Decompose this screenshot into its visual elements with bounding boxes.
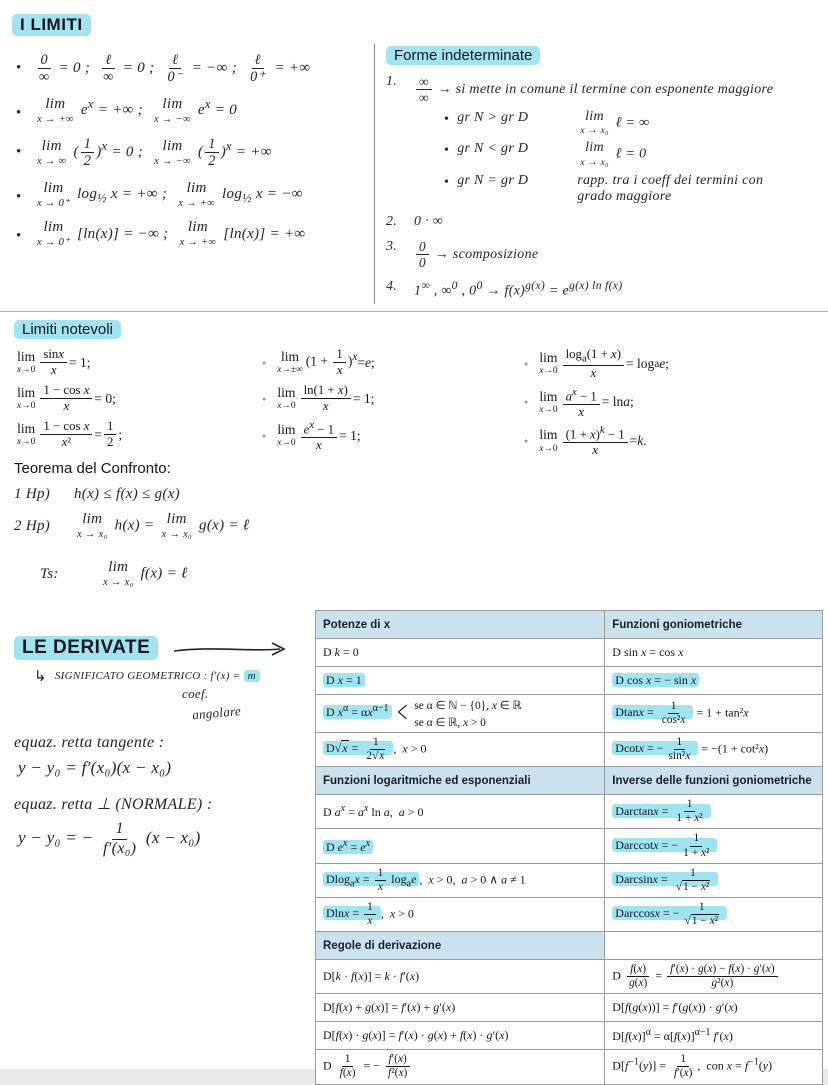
limit-row — [16, 97, 368, 125]
forme-item — [386, 214, 822, 230]
angolare-note: angolare — [191, 703, 242, 723]
forme-item — [386, 279, 822, 300]
table-row — [316, 960, 823, 994]
item-number: 3. — [386, 238, 398, 254]
forme-formula: 1∞ , ∞$^0$ , $0^0 \to f(x)^{g(x)} = e^{g(x) ln f(x)}$ — [414, 279, 623, 299]
table-cell: D $e^x = e^x$ — [316, 829, 605, 863]
hypothesis-formula: lim x → x₀ h(x) = lim x → x₀ g(x) = ℓ — [77, 511, 250, 540]
section-title-derivate: LE DERIVATE — [14, 636, 158, 660]
hypothesis-line — [14, 512, 434, 540]
table-header-cell: Funzioni logaritmiche ed esponenziali — [316, 767, 605, 795]
limit-formula: • lim x → 0⁺ [ln(x)] = −∞ ; lim x → +∞ [ln(x)] = +∞ — [37, 219, 306, 248]
table-cell: D√x = $\frac{1}{2√x}$ , x > 0 — [316, 733, 605, 767]
forme-sub-list — [444, 110, 822, 205]
table-cell: Darcsinx = $\frac{1}{\text{√1 − x²}}$ — [605, 863, 823, 897]
limit-row — [16, 181, 368, 209]
notevoli-column-3 — [524, 347, 812, 458]
table-row — [316, 695, 823, 733]
section-title-limiti: I LIMITI — [12, 14, 91, 36]
teorema-confronto-section — [14, 460, 434, 589]
degree-condition: • gr N = gr D — [457, 172, 529, 188]
forme-indeterminate-section — [386, 46, 822, 300]
table-header-cell: Potenze di x — [316, 611, 605, 639]
vertical-divider — [374, 44, 375, 304]
forme-item — [386, 74, 822, 106]
table-cell: Dcotx = − $\frac{1}{\text{sin²x}}$ = −(1 + cot²x) — [605, 733, 823, 767]
hypothesis-label: 1 Hp) — [14, 486, 51, 502]
table-cell: D $a^x = a^x$ ln a, a > 0 — [316, 795, 605, 829]
table-header-row — [316, 932, 823, 960]
limit-formula: • 0 ∞ = 0 ; ℓ ∞ = 0 ; ℓ 0⁻ = −∞ ; ℓ 0⁺ = +∞ — [39, 52, 311, 86]
table-cell: D x = 1 — [316, 667, 605, 695]
table-cell: D cos x = − sin x — [605, 667, 823, 695]
table-cell: D[k · f(x)] = k · f′(x) — [316, 960, 605, 994]
thesis-formula: lim x → x₀ f(x) = ℓ — [103, 559, 188, 588]
degree-condition: • gr N > gr D — [457, 109, 529, 125]
limit-row — [16, 136, 368, 170]
derivate-notes-section — [14, 636, 314, 858]
forme-item — [386, 239, 822, 271]
item-number: 1. — [386, 74, 398, 89]
limit-formula: • lim x → 0⁺ $\log_{\frac{1}{2}} x$ = +∞ ; lim x → +∞ $\log_{\frac{1}{2}} x$ = −∞ — [37, 179, 303, 209]
table-row — [316, 897, 823, 931]
thesis-line — [40, 560, 434, 588]
forme-formula: ∞ ∞ → si mette in comune il termine con esponente maggiore — [414, 74, 773, 106]
table-cell: D[f(x) + g(x)] = f′(x) + g′(x) — [316, 994, 605, 1022]
forme-sub-item — [444, 141, 822, 167]
table-cell: D[f(x) · g(x)] = f′(x) · g(x) + f(x) · g′(x) — [316, 1022, 605, 1050]
significato-geometrico-line — [34, 670, 314, 686]
item-number: 2. — [386, 213, 398, 229]
normal-line-label: equaz. retta ⊥ (NORMALE) : — [14, 796, 213, 813]
notable-limit: ● lim x→0 $(1 + x)^k - 1$ x = k . — [524, 424, 812, 458]
table-cell: Darccotx = − $\frac{1}{\text{1 + x²}}$ — [605, 829, 823, 863]
limiti-notevoli-section — [14, 320, 814, 458]
table-cell: $D[f^{-1}(y)]$ = $\frac{1}{f'(x)}$ , con $x = f^{-1}(y)$ — [605, 1050, 823, 1084]
table-header-row — [316, 611, 823, 639]
section-title-confronto: Teorema del Confronto: — [14, 460, 171, 477]
item-number: 4. — [386, 279, 398, 295]
table-row — [316, 667, 823, 695]
table-header-row — [316, 767, 823, 795]
table-row — [316, 1050, 823, 1084]
table-row — [316, 829, 823, 863]
table-row — [316, 639, 823, 667]
notable-limit: ● lim x→±∞ (1 + $\frac{1}{x}$ )$^x$ = e ; — [262, 347, 524, 378]
table-cell: D sin x = cos x — [605, 639, 823, 667]
notable-limit: lim x→0 sinx x = 1; — [17, 347, 91, 377]
limit-formula: • lim x → ∞ ( $\frac{1}{2}$ )$^x$ = 0 ; lim x → −∞ ( $\frac{1}{2}$ )$^x$ = +∞ — [37, 136, 272, 170]
table-cell: $D[f(x)]^\alpha = \alpha[f(x)]^{\alpha-1}$ f′(x) — [605, 1022, 823, 1050]
section-title-forme: Forme indeterminate — [386, 46, 540, 65]
table-header-cell: Funzioni goniometriche — [605, 611, 823, 639]
forme-sub-item — [444, 110, 822, 136]
table-cell: D k = 0 — [316, 639, 605, 667]
degree-condition: • gr N < gr D — [457, 141, 529, 157]
table-cell-empty — [605, 932, 823, 960]
notable-limit: ● lim x→0 $e^x - 1$ x = 1; — [262, 419, 524, 453]
table-cell: Dlnx = $\frac{1}{x}$ , x > 0 — [316, 897, 605, 931]
significato-text: SIGNIFICATO GEOMETRICO : f′(x) = m — [55, 670, 260, 682]
forme-formula: 0 · ∞ — [414, 213, 443, 229]
notable-limit: lim x→0 1 − cos x x = 0; — [17, 383, 116, 413]
table-cell: Darccosx = − $\frac{1}{\text{√1 − x²}}$ — [605, 897, 823, 931]
table-row — [316, 1022, 823, 1050]
degree-result: lim x → x₀ ℓ = ∞ — [580, 108, 650, 137]
horizontal-divider — [0, 311, 828, 312]
forme-sub-item — [444, 173, 822, 205]
table-cell: D $\frac{1}{f(x)}$ = − $\frac{f'(x)}{\text{f²(x)}}$ — [316, 1050, 605, 1084]
limit-row — [16, 52, 368, 86]
notevoli-column-1 — [14, 347, 262, 458]
notable-limit: ● lim x→0 $a^x - 1$ x = ln a ; — [524, 386, 812, 420]
notable-limit: ● lim x→0 ln(1 + x) x = 1; — [262, 383, 524, 414]
table-header-cell: Inverse delle funzioni goniometriche — [605, 767, 823, 795]
forme-formula: $\frac{0}{0}$ → scomposizione — [414, 239, 538, 271]
table-row — [316, 994, 823, 1022]
hypothesis-line — [14, 486, 434, 503]
table-cell: Dtanx = $\frac{1}{\text{cos²x}}$ = 1 + tan²x — [605, 695, 823, 733]
table-row — [316, 733, 823, 767]
table-cell: D $\frac{f(x)}{g(x)}$ = $\frac{f'(x) \cdot g(x) - f(x) \cdot g'(x)}{\text{g²(x)}}$ — [605, 960, 823, 994]
normal-line-equation: y − y₀ = − $\frac{1}{\text{f′(x₀)}}$ (x − x₀) — [18, 820, 201, 857]
table-cell: Dlog$_a$x = $\frac{1}{x}$ $\log_ae$ , x > 0, a > 0 ∧ a ≠ 1 — [316, 863, 605, 897]
derivatives-table — [315, 610, 823, 1085]
derivate-header — [14, 636, 314, 660]
hook-arrow-icon: ↳ — [34, 669, 47, 685]
arrow-to-table-icon — [172, 641, 292, 659]
limit-row — [16, 220, 368, 248]
table-cell: D[f(g(x))] = f′(g(x)) · g′(x) — [605, 994, 823, 1022]
basic-limits-list — [16, 52, 368, 248]
tangent-line-equation: y − y₀ = f′(x₀)(x − x₀) — [18, 758, 172, 777]
notable-limit: ● lim x→0 $\log_a(1 + x)$ x = log a e ; — [524, 347, 812, 381]
degree-result: rapp. tra i coeff dei termini con grado maggiore — [577, 172, 764, 204]
coef-note: coef. — [182, 686, 209, 701]
limit-formula: • lim x → +∞ $e^x$ = +∞ ; lim x → −∞ $e^x = 0$ — [37, 95, 238, 125]
notevoli-column-2 — [262, 347, 524, 458]
table-row — [316, 863, 823, 897]
hypothesis-formula: h(x) ≤ f(x) ≤ g(x) — [74, 486, 180, 502]
notable-limit: lim x→0 1 − cos x x² = 1 2 ; — [17, 419, 123, 449]
table-row — [316, 795, 823, 829]
hypothesis-label: 2 Hp) — [14, 517, 51, 534]
degree-result: lim x → x₀ ℓ = 0 — [580, 140, 647, 168]
table-header-cell: Regole di derivazione — [316, 932, 605, 960]
notevoli-columns — [14, 347, 814, 458]
section-limiti-header — [12, 14, 91, 36]
table-cell: D $x^\alpha = \alpha x^{\alpha-1}$ < se α ∈ ℕ − {0}, x ∈ ℝ se α ∈ ℝ, x > 0 — [316, 695, 605, 733]
section-title-notevoli: Limiti notevoli — [14, 320, 121, 339]
table-cell: Darctanx = $\frac{1}{\text{1 + x²}}$ — [605, 795, 823, 829]
thesis-label: Ts: — [40, 565, 59, 582]
tangent-line-label: equaz. retta tangente : — [14, 734, 165, 751]
